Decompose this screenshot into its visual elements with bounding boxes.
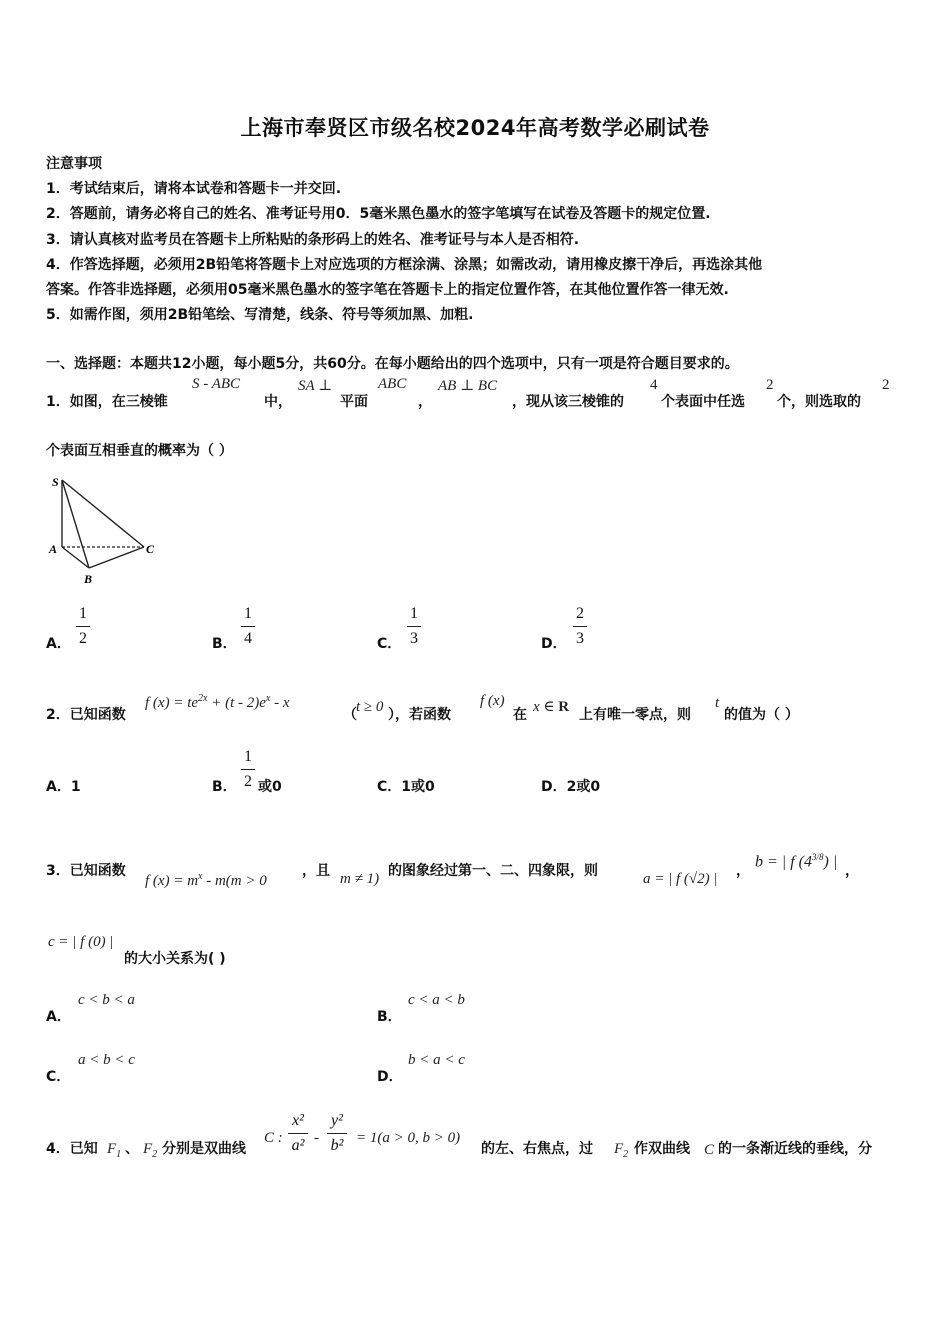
q2-text: 上有唯一零点，则 xyxy=(579,707,691,723)
q2-math: t xyxy=(715,695,720,711)
denominator: b² xyxy=(330,1137,344,1154)
q3-text: ， xyxy=(736,863,750,879)
formula-part: + (t - 2)e xyxy=(207,695,266,711)
q2-option-a: A．1 xyxy=(46,779,81,795)
exponent-num: 3 xyxy=(811,852,817,862)
q1-option-d-fraction xyxy=(573,605,587,648)
q3-text: 的图象经过第一、二、四象限，则 xyxy=(388,863,598,879)
section-heading: 一、选择题：本题共12小题，每小题5分，共60分。在每小题给出的四个选项中，只有一项是符合题目要求的。 xyxy=(46,356,739,372)
edge-SB xyxy=(62,480,89,568)
formula-part: f (x) = te xyxy=(145,695,199,711)
q1-math: ABC xyxy=(378,376,407,392)
q3-option-b-expr: c < a < b xyxy=(408,992,465,1008)
math-part: ) | xyxy=(823,853,838,871)
q3-option-c-label: C． xyxy=(46,1069,71,1085)
q1-text: ，现从该三棱锥的 xyxy=(512,394,624,410)
q1-text: 个表面互相垂直的概率为（ ） xyxy=(46,443,233,459)
q1-option-b-fraction xyxy=(241,605,255,648)
symbol: F xyxy=(143,1141,153,1157)
q1-option-d-label: D． xyxy=(541,636,567,652)
q4-text: 的一条渐近线的垂线，分 xyxy=(718,1141,872,1157)
math-part: x ∈ xyxy=(533,699,559,715)
numerator: 1 xyxy=(79,605,87,622)
notice-item: 3．请认真核对监考员在答题卡上所粘贴的条形码上的姓名、准考证号与本人是否相符. xyxy=(46,232,580,248)
q1-text: 个，则选取的 xyxy=(777,394,861,410)
q1-option-c-fraction xyxy=(407,605,421,648)
math-part: b = | f (4 xyxy=(755,853,812,871)
notice-item: 5．如需作图，须用2B铅笔绘、写清楚，线条、符号等须加黑、加粗. xyxy=(46,307,474,323)
notice-item: 1．考试结束后，请将本试卷和答题卡一并交回. xyxy=(46,181,342,197)
pyramid-figure xyxy=(44,470,174,590)
q1-option-a-label: A． xyxy=(46,636,71,652)
q2-text: ），若函数 xyxy=(388,707,451,723)
q1-text: 个表面中任选 xyxy=(661,394,745,410)
q4-text: 4．已知 xyxy=(46,1141,98,1157)
q1-option-a-fraction xyxy=(76,605,90,648)
q1-text: 平面 xyxy=(340,394,368,410)
q3-option-d-label: D． xyxy=(377,1069,403,1085)
q2-text: （ xyxy=(343,707,357,723)
q2-option-d: D．2或0 xyxy=(541,779,601,795)
q3-math-b xyxy=(755,852,837,871)
q4-math-F2 xyxy=(614,1141,628,1160)
symbol: F xyxy=(107,1141,117,1157)
q3-math: a = | f (√2) | xyxy=(643,871,718,887)
formula-part: - x xyxy=(270,695,290,711)
edge-BC xyxy=(89,547,144,568)
q4-math-F1 xyxy=(107,1141,121,1160)
q1-option-c-label: C． xyxy=(377,636,402,652)
q2-formula xyxy=(145,693,290,712)
notice-item: 2．答题前，请务必将自己的姓名、准考证号用0．5毫米黑色墨水的签字笔填写在试卷及答题卡的规定位置. xyxy=(46,206,711,222)
q3-formula xyxy=(145,871,267,890)
label-B: B xyxy=(84,572,93,586)
q2-math: f (x) xyxy=(480,693,505,709)
q3-option-a-label: A． xyxy=(46,1009,71,1025)
numerator: 1 xyxy=(244,748,252,765)
q1-math: 2 xyxy=(882,377,890,393)
numerator: 2 xyxy=(576,605,584,622)
numerator: x² xyxy=(292,1112,304,1129)
denominator: 3 xyxy=(576,630,584,647)
q1-math: AB ⊥ BC xyxy=(438,378,498,394)
formula-part: - m(m > 0 xyxy=(202,873,267,889)
q2-option-b-label: B． xyxy=(212,779,237,795)
real-set-symbol: R xyxy=(558,699,570,715)
subscript: 1 xyxy=(116,1149,122,1160)
q1-text: 中， xyxy=(264,394,292,410)
q4-math-C: C : xyxy=(264,1130,283,1146)
label-C: C xyxy=(146,542,155,556)
subscript: 2 xyxy=(623,1149,629,1160)
denominator: 2 xyxy=(79,630,87,647)
formula-exponent: 2x xyxy=(198,693,208,704)
edge-SC xyxy=(62,480,144,547)
q4-text: 分别是双曲线 xyxy=(162,1141,246,1157)
q2-text: 2．已知函数 xyxy=(46,707,126,723)
q2-option-c: C．1或0 xyxy=(377,779,435,795)
q3-option-d-expr: b < a < c xyxy=(408,1052,465,1068)
q4-fraction-x xyxy=(288,1112,308,1155)
q2-option-b-tail: 或0 xyxy=(258,779,282,795)
q4-text: 的左、右焦点，过 xyxy=(481,1141,593,1157)
exponent-den: 8 xyxy=(818,852,824,862)
denominator: a² xyxy=(291,1137,305,1154)
q2-math xyxy=(533,697,569,716)
q4-fraction-y xyxy=(327,1112,347,1155)
q1-option-b-label: B． xyxy=(212,636,237,652)
q2-math: t ≥ 0 xyxy=(356,699,384,715)
q3-text: 的大小关系为( ) xyxy=(124,951,226,967)
q3-text: ，且 xyxy=(302,863,330,879)
notice-heading: 注意事项 xyxy=(46,156,102,172)
page-title: 上海市奉贤区市级名校2024年高考数学必刷试卷 xyxy=(240,116,710,140)
formula-exponent: x xyxy=(198,871,203,882)
q1-math: SA ⊥ xyxy=(298,378,333,394)
numerator: y² xyxy=(331,1112,343,1129)
q3-text: ， xyxy=(845,863,859,879)
q3-option-a-expr: c < b < a xyxy=(78,992,135,1008)
notice-item: 答案。作答非选择题，必须用05毫米黑色墨水的签字笔在答题卡上的指定位置作答，在其他位置作答一律无效. xyxy=(46,282,729,298)
q4-math-F2 xyxy=(143,1141,157,1160)
subscript: 2 xyxy=(152,1149,158,1160)
q3-text: 3．已知函数 xyxy=(46,863,126,879)
q1-math: S - ABC xyxy=(192,376,241,392)
formula-exponent: x xyxy=(265,693,271,704)
numerator: 1 xyxy=(410,605,418,622)
q3-math: c = | f (0) | xyxy=(48,934,114,950)
q1-text: ， xyxy=(418,394,432,410)
q4-math-C: C xyxy=(704,1142,715,1158)
q3-math: m ≠ 1) xyxy=(340,871,380,887)
q1-math: 4 xyxy=(650,377,658,393)
exponent: 3/8 xyxy=(811,852,824,862)
notice-item: 4．作答选择题，必须用2B铅笔将答题卡上对应选项的方框涂满、涂黑；如需改动，请用橡皮擦干净后，再选涂其他 xyxy=(46,257,763,273)
symbol: F xyxy=(614,1141,624,1157)
q4-text: 、 xyxy=(125,1141,139,1157)
q1-math: 2 xyxy=(766,377,774,393)
q4-minus: - xyxy=(314,1130,319,1146)
label-S: S xyxy=(52,475,59,489)
q2-text: 的值为（ ） xyxy=(724,707,799,723)
label-A: A xyxy=(49,542,58,556)
denominator: 3 xyxy=(410,630,418,647)
edge-AB xyxy=(62,547,89,568)
numerator: 1 xyxy=(244,605,252,622)
q4-text: 作双曲线 xyxy=(634,1141,690,1157)
q3-option-c-expr: a < b < c xyxy=(78,1052,135,1068)
q2-option-b-fraction xyxy=(241,748,255,791)
denominator: 2 xyxy=(244,773,252,790)
q1-text: 1．如图，在三棱锥 xyxy=(46,394,168,410)
formula-part: f (x) = m xyxy=(145,873,199,889)
denominator: 4 xyxy=(244,630,252,647)
q2-text: 在 xyxy=(513,707,527,723)
q4-math: = 1(a > 0, b > 0) xyxy=(356,1130,461,1146)
q3-option-b-label: B． xyxy=(377,1009,402,1025)
